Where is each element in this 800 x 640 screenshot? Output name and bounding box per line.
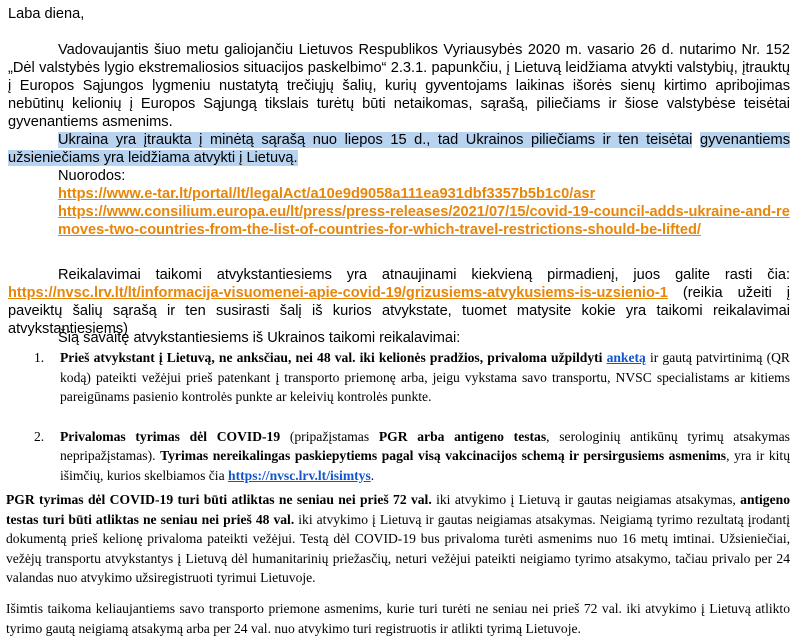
requirements-text-after: (reikia užeiti į paveiktų šalių sąrašą ir ten susirasti šalį iš kurios atvykstate, tuomet matysite kokie yra taikomi reikalavimai atvykstantiesiems) bbox=[8, 285, 791, 337]
references-block bbox=[58, 167, 793, 239]
highlight-line-1: Ukraina yra įtraukta į minėtą sąrašą nuo liepos 15 d., tad Ukrainos piliečiams ir ten teisėtai bbox=[58, 132, 693, 148]
pgr-paragraph: PGR tyrimas dėl COVID-19 turi būti atliktas ne seniau nei prieš 72 val. iki atvykimo į Lietuvą ir gautas neigiamas atsakymas, antigeno testas turi būti atliktas ne seniau nei prieš 48 val. iki atvykimo į Lietuvą ir gautas neigiamas atsakymas. Neigiamą tyrimo rezultatą įrodantį dokumentą prieš kelionę privaloma pateikti vežėjui. Testą dėl COVID-19 bus privaloma turėti asmenims nuo 16 metų imtinai. Užsieniečiai, vežėjų transportu atvykstantys į Lietuvą dėl humanitarinių priežasčių, neturi vežėjui pateikti neigiamo tyrimo atsakymo, tačiau privalo per 24 valandas nuo atvykimo užsiregistruoti tyrimui Lietuvoje. bbox=[6, 492, 790, 585]
requirements-text-before: Reikalavimai taikomi atvykstantiesiems yra atnaujinami kiekvieną pirmadienį, juos galite rasti čia: bbox=[58, 267, 790, 283]
intro-rest-text: nutarimo Nr. 152 „Dėl valstybės lygio ekstremaliosios situacijos paskelbimo“ 2.3.1. papunkčiu, į Lietuvą leidžiama atvykti valstybių, įtrauktų į Europos Sąjungos lygmeniu nustatytą trečiųjų šalių, kurių gyventojams laikinas išorės sienų kirtimo apribojimas nebūtinų kelionių į Europos Sąjungą tikslais turėtų būti netaikomas, sąrašą, piliečiams ir šiose valstybėse teisėtai gyvenantiems asmenims. bbox=[8, 42, 790, 130]
intro-indent-text: Vadovaujantis šiuo metu galiojančiu Lietuvos Respublikos Vyriausybės 2020 m. vasario 26 d. bbox=[58, 42, 674, 58]
requirements-link[interactable]: https://nvsc.lrv.lt/lt/informacija-visuomenei-apie-covid-19/grizusiems-atvykusiems-is-uzsienio-1 bbox=[8, 285, 668, 301]
intro-paragraph bbox=[8, 41, 790, 131]
greeting: Laba diena, bbox=[8, 6, 85, 22]
list-item-number: 1. bbox=[34, 350, 45, 365]
list-item-text: ir gautą patvirtinimą (QR kodą) pateikti vežėjui prieš patenkant į transporto priemonę arba, jeigu vykstama savo transportu, NVSC specialistams ar kitiems pareigūnams pasienio kontrolės punkte ar keleivių kontrolės punkte. bbox=[60, 350, 790, 404]
exception-paragraph: Išimtis taikoma keliaujantiems savo transporto priemone asmenims, kurie turi turėti ne seniau nei prieš 72 val. iki atvykimo į Lietuvą atlikto tyrimo gautą neigiamą atsakymą arba per 24 val. nuo atvykimo turi registruotis ir atlikti tyrimą Lietuvoje. bbox=[6, 601, 790, 636]
isimtys-link[interactable]: https://nvsc.lrv.lt/isimtys bbox=[228, 467, 371, 483]
list-item bbox=[34, 348, 790, 407]
references-label: Nuorodos: bbox=[58, 168, 126, 184]
week-intro: Šią savaitę atvykstantiesiems iš Ukrainos taikomi reikalavimai: bbox=[58, 330, 461, 346]
reference-link-consilium[interactable]: https://www.consilium.europa.eu/lt/press/press-releases/2021/07/15/covid-19-council-adds-ukraine-and-removes-two-countries-from-the-list-of-countries-for-which-travel-restrictions-should-be-lifted/ bbox=[58, 204, 790, 238]
anketa-link[interactable]: anketą bbox=[606, 350, 646, 365]
list-item-bold: Prieš atvykstant į Lietuvą, ne anksčiau, nei 48 val. iki kelionės pradžios, privaloma užpildyti bbox=[60, 350, 603, 365]
list-item-number: 2. bbox=[34, 428, 45, 444]
highlight-line-2: gyvenantiems užsieniečiams yra leidžiama atvykti į Lietuvą. bbox=[8, 132, 790, 166]
highlighted-paragraph bbox=[8, 131, 790, 167]
list-item: 2. Privalomas tyrimas dėl COVID-19 (pripažįstamas PGR arba antigeno testas, serologinių antikūnų tyrimų atsakymas nepripažįstamas). Tyrimas nereikalingas paskiepytiems pagal visą vakcinacijos schemą ir persirgusiems asmenims, yra ir kitų išimčių, kurios skelbiamos čia https://nvsc.lrv.lt/isimtys. bbox=[34, 428, 791, 483]
requirements-list bbox=[34, 348, 790, 485]
requirements-paragraph bbox=[8, 266, 790, 338]
reference-link-etar[interactable]: https://www.e-tar.lt/portal/lt/legalAct/a10e9d9058a111ea931dbf3357b5b1c0/asr bbox=[58, 186, 596, 202]
